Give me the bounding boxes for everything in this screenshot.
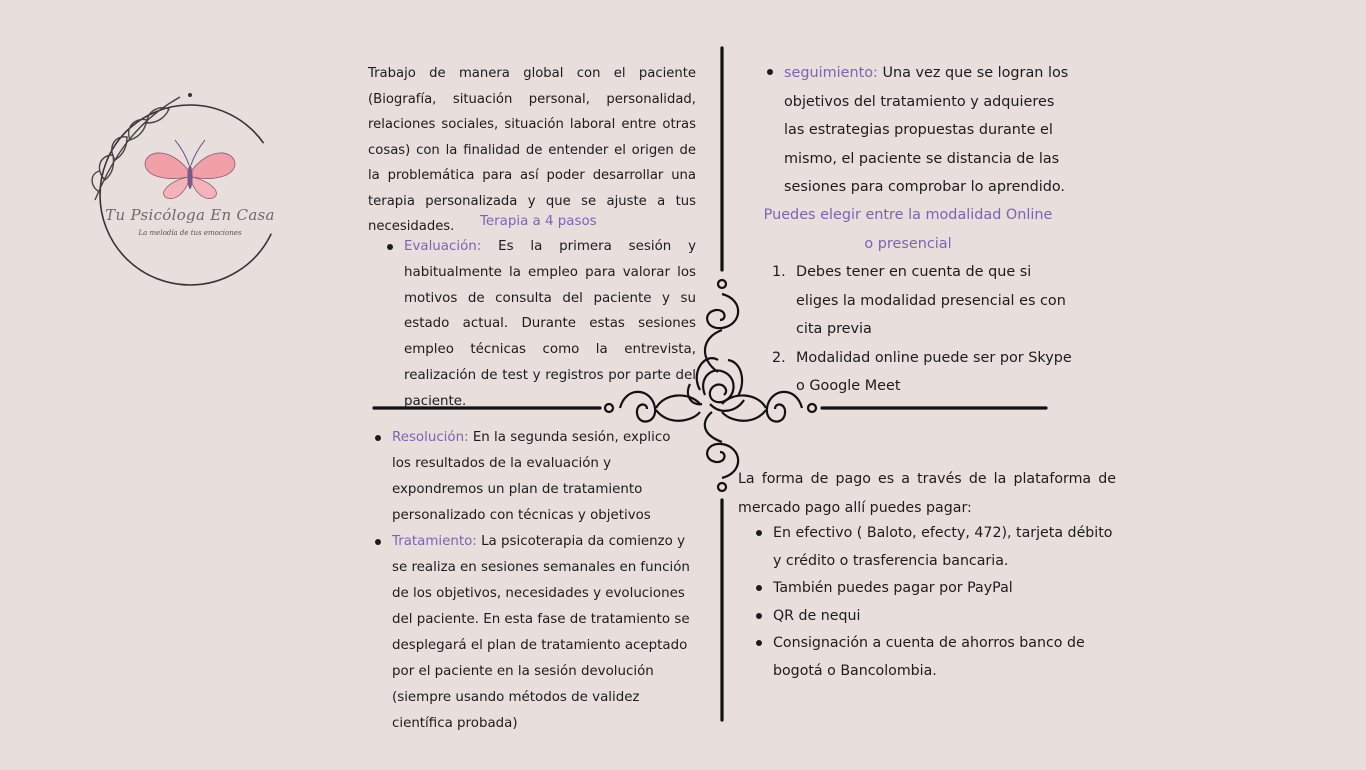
list-item-payment-2 [753, 575, 1121, 603]
leaf-branch-icon [92, 97, 180, 200]
step-text: La psicoterapia da comienzo y se realiza en sesiones semanales en función de los objetivos, necesidades y evoluciones del paciente. En esta fase de tratamiento se desplegará el plan de tratamiento aceptado por el paciente en la sesión devolución (siempre usando métodos de validez científica probada) [392, 534, 690, 731]
item-text: Modalidad online puede ser por Skype o Google Meet [796, 349, 1072, 394]
list-item-evaluacion [384, 234, 696, 415]
logo-emblem [85, 85, 295, 295]
item-text: Debes tener en cuenta de que si eliges la modalidad presencial es con cita previa [796, 264, 1066, 337]
list-item-resolucion [372, 425, 692, 529]
item-number: 2. [772, 349, 786, 366]
steps-list-top [384, 234, 696, 415]
list-item-modality-2 [772, 344, 1072, 401]
butterfly-icon [145, 140, 235, 199]
logo-title: Tu Psicóloga En Casa [105, 206, 275, 224]
step-text: En la segunda sesión, explico los resultados de la evaluación y expondremos un plan de tratamiento personalizado con técnicas y objetivos [392, 430, 671, 523]
list-item-seguimiento [764, 59, 1072, 202]
item-number: 1. [772, 264, 786, 280]
step-label: seguimiento: [784, 65, 878, 81]
intro-text: Trabajo de manera global con el paciente (Biografía, situación personal, personalidad, relaciones sociales, situación laboral entre otras cosas) con la finalidad de entender el origen de la problemática para así poder desarrollar una terapia personalizada y que se ajuste a tus necesidades. [368, 66, 696, 234]
steps-list-bottom [372, 425, 692, 737]
list-item-tratamiento [372, 529, 692, 737]
steps-title: Terapia a 4 pasos [480, 214, 597, 229]
step-text: Es la primera sesión y habitualmente la empleo para valorar los motivos de consulta del paciente y su estado actual. Durante estas sesiones empleo técnicas como la entrevista, realización de test y registros por parte del paciente. [404, 239, 696, 409]
modality-title: Puedes elegir entre la modalidad Online o presencial [763, 207, 1053, 252]
payment-list [753, 520, 1121, 685]
list-item-payment-3 [753, 603, 1121, 631]
list-item-payment-1 [753, 520, 1121, 575]
item-text: En efectivo ( Baloto, efecty, 472), tarjeta débito y crédito o trasferencia bancaria. [773, 525, 1113, 569]
list-item-modality-1 [772, 258, 1072, 344]
steps-list-right [764, 59, 1072, 202]
step-text: Una vez que se logran los objetivos del tratamiento y adquieres las estrategias propuestas durante el mismo, el paciente se distancia de las sesiones para comprobar lo aprendido. [784, 65, 1069, 195]
step-label: Tratamiento: [392, 534, 477, 549]
payment-intro: La forma de pago es a través de la plataforma de mercado pago allí puedes pagar: [738, 471, 1116, 516]
item-text: QR de nequi [773, 607, 861, 624]
step-label: Resolución: [392, 430, 469, 445]
modality-list [772, 258, 1072, 401]
item-text: Consignación a cuenta de ahorros banco de bogotá o Bancolombia. [773, 635, 1085, 679]
step-label: Evaluación: [404, 239, 482, 254]
logo-subtitle: La melodía de tus emociones [138, 229, 242, 237]
list-item-payment-4 [753, 630, 1121, 685]
item-text: También puedes pagar por PayPal [773, 580, 1013, 596]
